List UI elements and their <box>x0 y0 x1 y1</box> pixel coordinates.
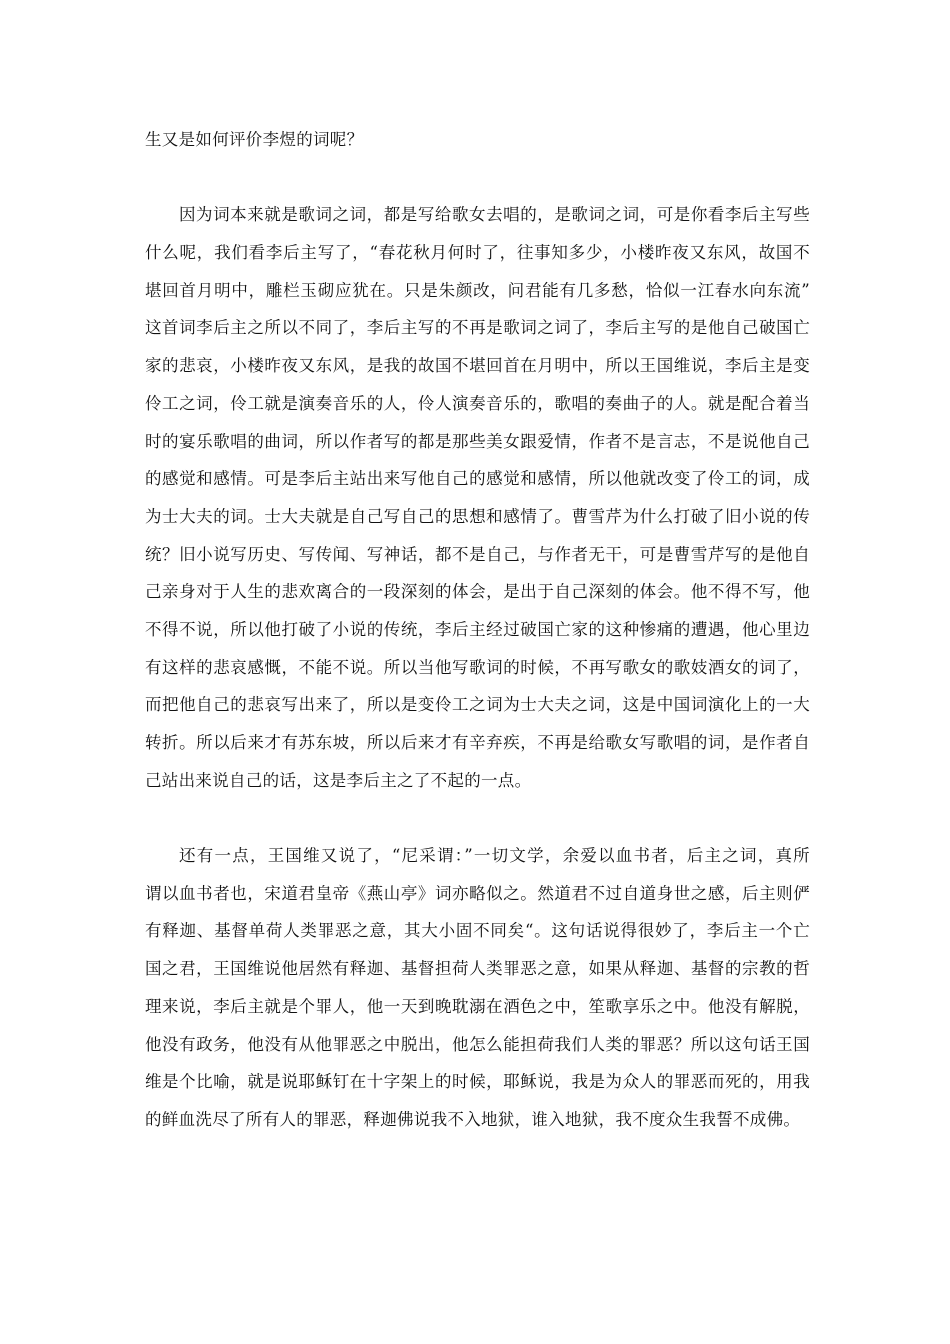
text-line: 家的悲哀，小楼昨夜又东风，是我的故国不堪回首在月明中，所以王国维说，李后主是变 <box>145 356 810 376</box>
text-line: 国之君，王国维说他居然有释迦、基督担荷人类罪恶之意，如果从释迦、基督的宗教的哲 <box>145 959 810 979</box>
text-line: 的鲜血洗尽了所有人的罪恶，释迦佛说我不入地狱，谁入地狱，我不度众生我誓不成佛。 <box>145 1109 801 1129</box>
text-line: 时的宴乐歌唱的曲词，所以作者写的都是那些美女跟爱情，作者不是言志，不是说他自己 <box>145 431 810 451</box>
text-line: 伶工之词，伶工就是演奏音乐的人，伶人演奏音乐的，歌唱的奏曲子的人。就是配合着当 <box>145 393 810 413</box>
paragraph-gap <box>145 159 810 197</box>
text-line: 不得不说，所以他打破了小说的传统，李后主经过破国亡家的这种惨痛的遭遇，他心里边 <box>145 619 810 639</box>
text-line: 有这样的悲哀感慨，不能不说。所以当他写歌词的时候，不再写歌女的歌妓酒女的词了， <box>145 657 810 677</box>
text-line: 因为词本来就是歌词之词，都是写给歌女去唱的，是歌词之词，可是你看李后主写些 <box>179 205 810 225</box>
text-line: 有释迦、基督单荷人类罪恶之意，其大小固不同矣“。这句话说得很妙了，李后主一个亡 <box>145 921 810 941</box>
text-line: 而把他自己的悲哀写出来了，所以是变伶工之词为士大夫之词，这是中国词演化上的一大 <box>145 695 810 715</box>
text-line: 的感觉和感情。可是李后主站出来写他自己的感觉和感情，所以他就改变了伶工的词，成 <box>145 469 810 489</box>
text-line: 堪回首月明中，雕栏玉砌应犹在。只是朱颜改，问君能有几多愁，恰似一江春水向东流” <box>145 280 810 300</box>
text-line: 谓以血书者也，宋道君皇帝《燕山亭》词亦略似之。然道君不过自道身世之感，后主则俨 <box>145 883 810 903</box>
paragraph-gap <box>145 799 810 837</box>
text-line: 转折。所以后来才有苏东坡，所以后来才有辛弃疾，不再是给歌女写歌唱的词，是作者自 <box>145 733 810 752</box>
text-line: 己站出来说自己的话，这是李后主之了不起的一点。 <box>145 770 532 790</box>
text-line: 理来说，李后主就是个罪人，他一天到晚耽溺在酒色之中，笙歌享乐之中。他没有解脱， <box>145 996 810 1016</box>
text-line: 他没有政务，他没有从他罪恶之中脱出，他怎么能担荷我们人类的罪恶？所以这句话王国 <box>145 1034 810 1054</box>
text-line: 维是个比喻，就是说耶稣钉在十字架上的时候，耶稣说，我是为众人的罪恶而死的，用我 <box>145 1072 810 1092</box>
text-line: 什么呢，我们看李后主写了，“春花秋月何时了，往事知多少，小楼昨夜又东风，故国不 <box>145 243 810 263</box>
paragraph <box>145 121 810 159</box>
paragraph <box>145 196 810 799</box>
text-line: 己亲身对于人生的悲欢离合的一段深刻的体会，是出于自己深刻的体会。他不得不写，他 <box>145 582 810 602</box>
document-body <box>145 121 810 1139</box>
text-line: 为士大夫的词。士大夫就是自己写自己的思想和感情了。曹雪芹为什么打破了旧小说的传 <box>145 506 810 526</box>
text-line: 这首词李后主之所以不同了，李后主写的不再是歌词之词了，李后主写的是他自己破国亡 <box>145 318 810 338</box>
text-line: 生又是如何评价李煜的词呢？ <box>145 130 364 149</box>
text-line: 统？旧小说写历史、写传闻、写神话，都不是自己，与作者无干，可是曹雪芹写的是他自 <box>145 544 810 564</box>
paragraph <box>145 837 810 1139</box>
text-line: 还有一点，王国维又说了，“尼采谓：”一切文学，余爱以血书者，后主之词，真所 <box>179 846 810 866</box>
